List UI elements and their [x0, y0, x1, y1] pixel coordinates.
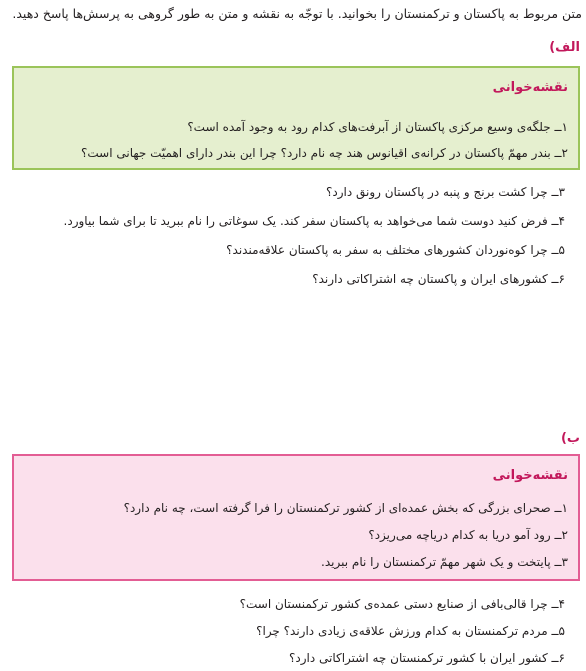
section-b-question-4: ۴ــ چرا قالی‌بافی از صنایع دستی عمده‌ی کشور ترکمنستان است؟ — [239, 597, 565, 611]
map-reading-box-b — [12, 454, 580, 581]
box-b-question-2: ۲ــ رود آمو دریا به کدام دریاچه می‌ریزد؟ — [368, 528, 568, 542]
map-reading-title-a: نقشه‌خوانی — [492, 80, 568, 95]
box-b-question-3: ۳ــ پایتخت و یک شهر مهمّ ترکمنستان را نام ببرید. — [321, 555, 568, 569]
box-a-question-2: ۲ــ بندر مهمّ پاکستان در کرانه‌ی اقیانوس هند چه نام دارد؟ چرا این بندر دارای اهمیّت جهانی است؟ — [81, 146, 568, 160]
section-b-question-5: ۵ــ مردم ترکمنستان به کدام ورزش علاقه‌ی زیادی دارند؟ چرا؟ — [256, 624, 565, 638]
section-a-label: الف) — [549, 40, 580, 55]
section-b-label: ب) — [560, 431, 580, 446]
section-a-question-5: ۵ــ چرا کوه‌نوردان کشورهای مختلف به سفر به پاکستان علاقه‌مندند؟ — [226, 243, 565, 257]
section-b-question-6: ۶ــ کشور ایران با کشور ترکمنستان چه اشتراکاتی دارد؟ — [288, 651, 565, 665]
map-reading-title-b: نقشه‌خوانی — [492, 468, 568, 483]
intro-instructions: متن مربوط به پاکستان و ترکمنستان را بخوانید. با توجّه به نقشه و متن به طور گروهی به پرسش‌ها پاسخ دهید. — [12, 6, 582, 21]
section-a-question-6: ۶ــ کشورهای ایران و پاکستان چه اشتراکاتی دارند؟ — [312, 272, 565, 286]
section-a-question-4: ۴ــ فرض کنید دوست شما می‌خواهد به پاکستان سفر کند. یک سوغاتی را نام ببرید تا برای شما بیاورد. — [63, 214, 565, 228]
box-b-question-1: ۱ــ صحرای بزرگی که بخش عمده‌ای از کشور ترکمنستان را فرا گرفته است، چه نام دارد؟ — [123, 501, 568, 515]
box-a-question-1: ۱ــ جلگه‌ی وسیع مرکزی پاکستان از آبرفت‌های کدام رود به وجود آمده است؟ — [187, 120, 568, 134]
section-a-question-3: ۳ــ چرا کشت برنج و پنبه در پاکستان رونق دارد؟ — [325, 185, 565, 199]
map-reading-box-a — [12, 66, 580, 170]
